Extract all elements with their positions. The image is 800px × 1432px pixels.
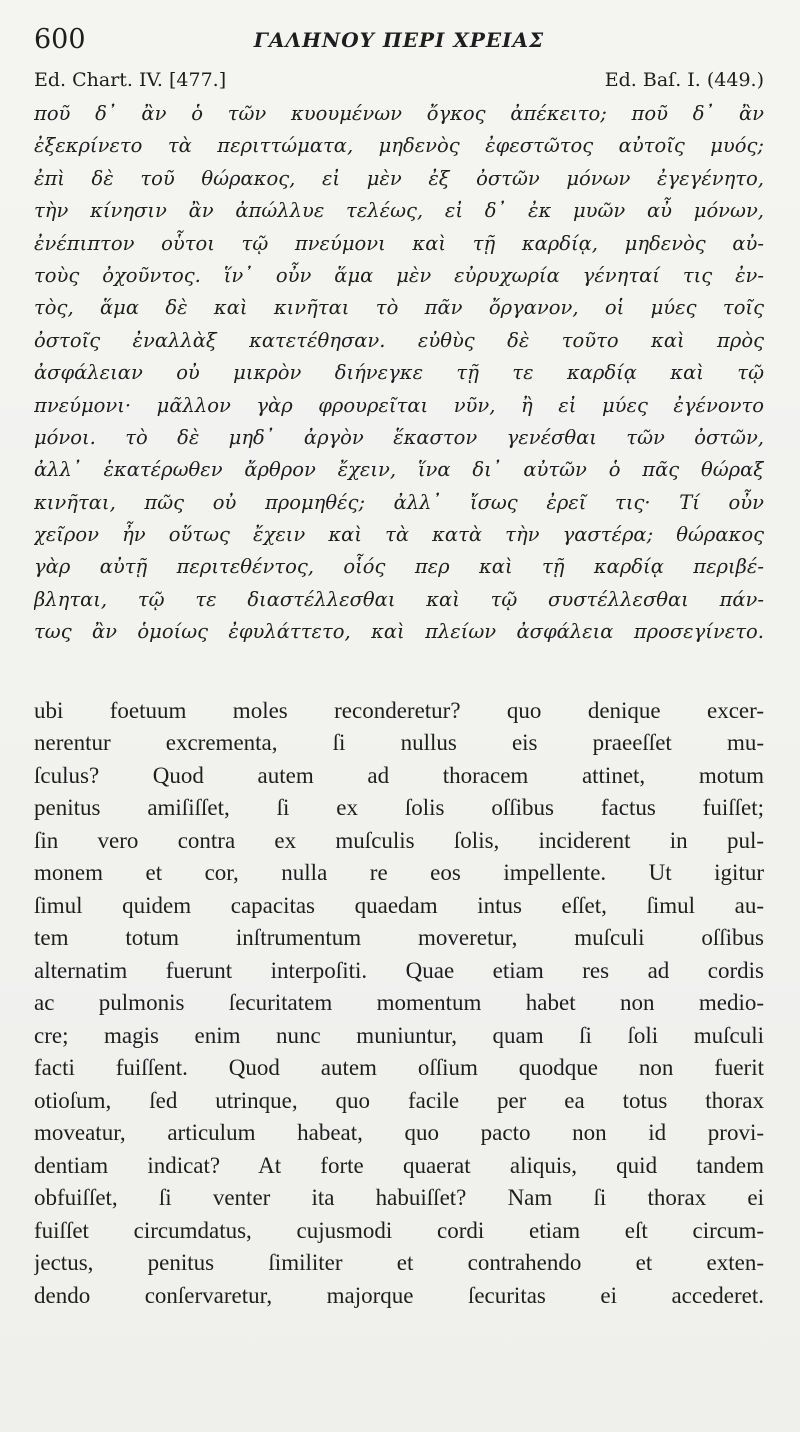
latin-text-line: dendo conſervaretur, majorque ſecuritas ei accederet.	[34, 1282, 764, 1308]
greek-text-line: ἐξεκρίνετο τὰ περιττώματα, μηδενὸς ἐφεστῶτος αὐτοῖς μυός;	[34, 134, 764, 158]
latin-text-line: moveatur, articulum habeat, quo pacto non id provi-	[34, 1120, 764, 1146]
latin-text-line: monem et cor, nulla re eos impellente. Ut igitur	[34, 860, 764, 886]
latin-text-line: alternatim fuerunt interpoſiti. Quae etiam res ad cordis	[34, 957, 764, 983]
greek-text-line: τοὺς ὀχοῦντος. ἵν᾽ οὖν ἅμα μὲν εὐρυχωρία γένηταί τις ἐν-	[34, 263, 764, 287]
greek-text-line: ὀστοῖς ἐναλλὰξ κατετέθησαν. εὐθὺς δὲ τοῦτο καὶ πρὸς	[34, 328, 764, 352]
greek-text-line: ποῦ δ᾽ ἂν ὁ τῶν κυουμένων ὄγκος ἀπέκειτο; ποῦ δ᾽ ἂν	[34, 102, 764, 125]
latin-text-line: obfuiſſet, ſi venter ita habuiſſet? Nam ſi thorax ei	[34, 1185, 764, 1211]
latin-text-block	[34, 695, 764, 1313]
greek-text-block	[34, 98, 764, 649]
page-number: 600	[34, 24, 86, 55]
running-head	[34, 20, 764, 64]
greek-text-line: ἀλλ᾽ ἑκατέρωθεν ἄρθρον ἔχειν, ἵνα δι᾽ αὐτῶν ὁ πᾶς θώραξ	[34, 458, 764, 482]
greek-text-line: ἐπὶ δὲ τοῦ θώρακος, εἰ μὲν ἐξ ὀστῶν μόνων ἐγεγένητο,	[34, 166, 764, 190]
latin-text-line: fuiſſet circumdatus, cujusmodi cordi etiam eſt circum-	[34, 1217, 764, 1243]
greek-text-line: ἀσφάλειαν οὐ μικρὸν διήνεγκε τῇ τε καρδίᾳ καὶ τῷ	[34, 361, 764, 385]
greek-text-line: ἐνέπιπτον οὗτοι τῷ πνεύμονι καὶ τῇ καρδίᾳ, μηδενὸς αὐ-	[34, 231, 764, 255]
greek-text-line: πνεύμονι· μᾶλλον γὰρ φρουρεῖται νῦν, ἢ εἰ μύες ἐγένοντο	[34, 393, 764, 417]
latin-text-line: ubi foetuum moles reconderetur? quo denique excer-	[34, 697, 764, 723]
latin-text-line: penitus amiſiſſet, ſi ex ſolis oſſibus factus fuiſſet;	[34, 795, 764, 821]
greek-text-line: βληται, τῷ τε διαστέλλεσθαι καὶ τῷ συστέλλεσθαι πάν-	[34, 587, 764, 611]
edition-references	[34, 64, 764, 96]
latin-text-line: otioſum, ſed utrinque, quo facile per ea totus thorax	[34, 1087, 764, 1113]
latin-text-line: dentiam indicat? At forte quaerat aliquis, quid tandem	[34, 1152, 764, 1178]
edition-reference-basel: Ed. Baſ. I. (449.)	[604, 69, 764, 91]
edition-reference-chartier: Ed. Chart. IV. [477.]	[34, 69, 227, 91]
latin-text-line: nerentur excrementa, ſi nullus eis praeeſſet mu-	[34, 730, 764, 756]
running-title: ΓΑΛΗΝΟΥ ΠΕΡΙ ΧΡΕΙΑΣ	[253, 28, 545, 52]
latin-text-line: ac pulmonis ſecuritatem momentum habet non medio-	[34, 990, 764, 1016]
greek-text-line: μόνοι. τὸ δὲ μηδ᾽ ἀργὸν ἕκαστον γενέσθαι τῶν ὀστῶν,	[34, 425, 764, 449]
latin-text-line: ſimul quidem capacitas quaedam intus eſſet, ſimul au-	[34, 892, 764, 918]
latin-text-line: jectus, penitus ſimiliter et contrahendo et exten-	[34, 1250, 764, 1276]
latin-text-line: cre; magis enim nunc muniuntur, quam ſi ſoli muſculi	[34, 1022, 764, 1048]
latin-text-line: ſculus? Quod autem ad thoracem attinet, motum	[34, 762, 764, 788]
greek-text-line: κινῆται, πῶς οὐ προμηθές; ἀλλ᾽ ἴσως ἐρεῖ τις· Τί οὖν	[34, 490, 764, 514]
greek-text-line: τὴν κίνησιν ἂν ἀπώλλυε τελέως, εἰ δ᾽ ἐκ μυῶν αὖ μόνων,	[34, 199, 764, 223]
latin-text-line: ſin vero contra ex muſculis ſolis, inciderent in pul-	[34, 827, 764, 853]
greek-text-line: χεῖρον ἦν οὕτως ἔχειν καὶ τὰ κατὰ τὴν γαστέρα; θώρακος	[34, 523, 764, 547]
greek-text-line: τως ἂν ὁμοίως ἐφυλάττετο, καὶ πλείων ἀσφάλεια προσεγίνετο.	[34, 620, 764, 644]
latin-text-line: facti fuiſſent. Quod autem oſſium quodque non fuerit	[34, 1055, 764, 1081]
greek-text-line: γὰρ αὐτῇ περιτεθέντος, οἷός περ καὶ τῇ καρδίᾳ περιβέ-	[34, 555, 764, 579]
greek-text-line: τὸς, ἅμα δὲ καὶ κινῆται τὸ πᾶν ὄργανον, οἱ μύες τοῖς	[34, 296, 764, 320]
latin-text-line: tem totum inſtrumentum moveretur, muſculi oſſibus	[34, 925, 764, 951]
